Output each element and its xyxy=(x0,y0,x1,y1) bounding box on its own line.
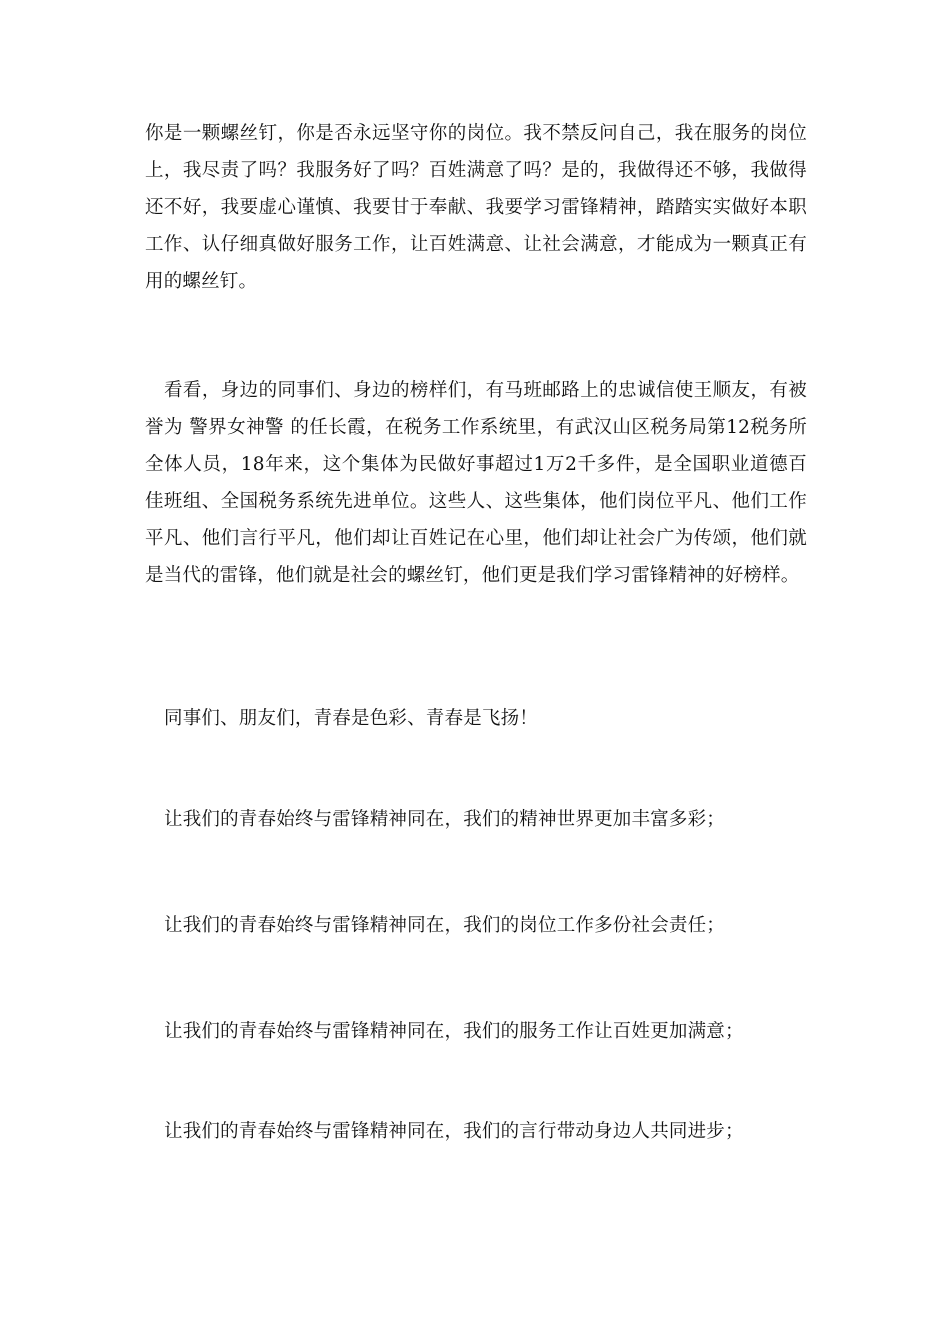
paragraph-screw-reflection: 你是一颗螺丝钉，你是否永远坚守你的岗位。我不禁反问自己，我在服务的岗位上，我尽责了吗？我服务好了吗？百姓满意了吗？是的，我做得还不够，我做得还不好，我要虚心谨慎、我要甘于奉献、我要学习雷锋精神，踏踏实实做好本职工作、认仔细真做好服务工作，让百姓满意、让社会满意，才能成为一颗真正有用的螺丝钉。 xyxy=(145,123,807,292)
paragraph-youth-intro: 同事们、朋友们，青春是色彩、青春是飞扬！ xyxy=(164,708,539,729)
paragraph-youth-pledge-4: 让我们的青春始终与雷锋精神同在，我们的言行带动身边人共同进步； xyxy=(164,1121,744,1142)
paragraph-youth-pledge-3: 让我们的青春始终与雷锋精神同在，我们的服务工作让百姓更加满意； xyxy=(164,1021,744,1042)
paragraph-role-models xyxy=(145,372,807,594)
paragraph-role-models-text: 看看，身边的同事们、身边的榜样们，有马班邮路上的忠诚信使王顺友，有被誉为 警界女神警 的任长霞，在税务工作系统里，有武汉山区税务局第12税务所全体人员，18年来，这个集体为民做好事超过1万2千多件，是全国职业道德百佳班组、全国税务系统先进单位。这些人、这些集体，他们岗位平凡、他们工作平凡、他们言行平凡，他们却让百姓记在心里，他们却让社会广为传颂，他们就是当代的雷锋，他们就是社会的螺丝钉，他们更是我们学习雷锋精神的好榜样。 xyxy=(145,380,807,586)
paragraph-youth-pledge-2: 让我们的青春始终与雷锋精神同在，我们的岗位工作多份社会责任； xyxy=(164,915,726,936)
paragraph-youth-pledge-1: 让我们的青春始终与雷锋精神同在，我们的精神世界更加丰富多彩； xyxy=(164,809,726,830)
